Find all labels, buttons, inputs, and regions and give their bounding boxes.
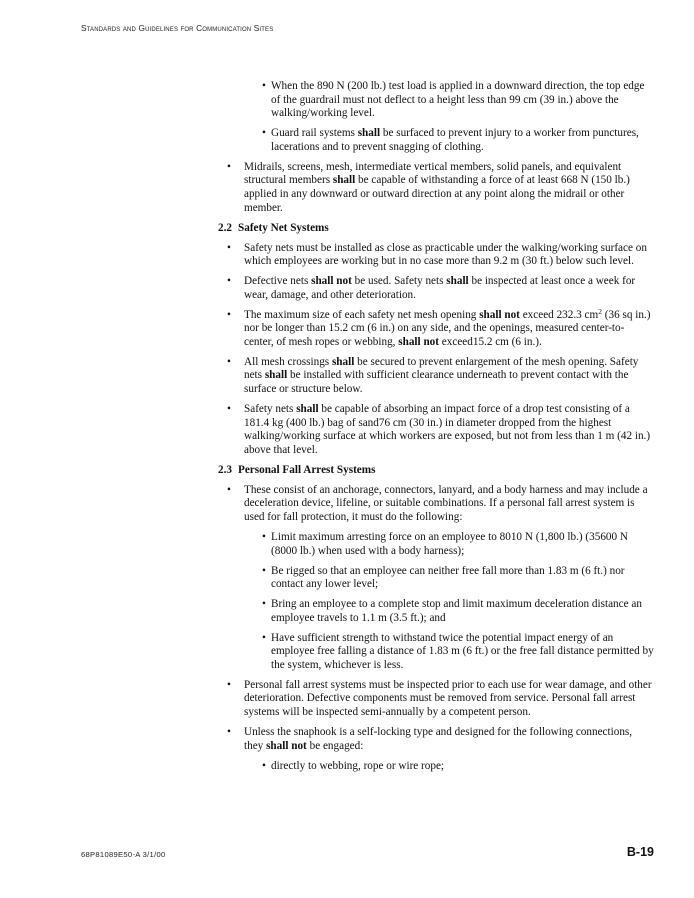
bullet-text: The maximum size of each safety net mesh opening xyxy=(244,308,480,321)
bullet: • The maximum size of each safety net mesh opening shall not exceed 232.3 $cm^2$ (36 sq in.) nor be longer than 15.2 cm (6 in.) on any side, and the openings, measured center-to- center, of mesh ropes or webbing, shall not exceed15.2 cm (6 in.). xyxy=(227,306,651,348)
bullet-text: All mesh crossings xyxy=(244,355,332,368)
sub-bullet: • Be rigged so that an employee can neither free fall more than 1.83 m (6 ft.) nor contact any lower level; xyxy=(262,564,625,591)
sub-bullet: • directly to webbing, rope or wire rope; xyxy=(262,759,445,772)
sub-bullet: • Limit maximum arresting force on an employee to 8010 N (1,800 lb.) (35600 N (8000 lb.) when used with a body harness); xyxy=(262,530,628,557)
keyword-emphasis: shall xyxy=(332,174,356,187)
sub-bullet: • Have sufficient strength to withstand twice the potential impact energy of an employee free falling a distance of 1.83 m (6 ft.) or the free fall distance permitted by the system, whichever is less. xyxy=(262,631,654,671)
header-title: Standards and Guidelines for Communication Sites xyxy=(81,23,274,33)
bullet-text: Defective nets xyxy=(244,275,312,288)
bullet: • Defective nets shall not be used. Safety nets shall be inspected at least once a week for wear, damage, and other deterioration. xyxy=(227,275,636,301)
bullet-text: directly to webbing, rope or wire rope; xyxy=(271,759,445,772)
footer-doc-id: 68P81089E50-A 3/1/00 xyxy=(81,850,166,859)
bullet-text: be engaged: xyxy=(306,739,364,752)
bullet-text: Be rigged so that an employee can neither free fall more than 1.83 m (6 ft.) nor contact any lower level; xyxy=(271,564,625,591)
bullet-text: be used. Safety nets xyxy=(351,275,447,288)
keyword-emphasis: shall xyxy=(331,355,355,368)
sub-bullet: • Guard rail systems shall be surfaced to prevent injury to a worker from punctures, lacerations and to prevent snagging of clothing. xyxy=(262,127,639,153)
bullet-text: Midrails, screens, mesh, intermediate vertical members, solid panels, and equivalent structural members xyxy=(244,160,622,187)
bullet-text: be capable of absorbing an impact force of a drop test consisting of a 181.4 kg (400 lb.) bag of sand76 cm (30 in.) in diameter dropped from the highest walking/working surface at which workers are exposed, but not from less than 1 m (42 in.) above that level. xyxy=(244,403,651,456)
section-heading xyxy=(218,222,654,236)
bullet: • These consist of an anchorage, connectors, lanyard, and a body harness and may include a deceleration device, lifeline, or suitable combinations. If a personal fall arrest system is used for fall protection, it must do the following: xyxy=(227,483,648,523)
bullet: • Unless the snaphook is a self-locking type and designed for the following connections, they shall not be engaged: xyxy=(227,726,633,752)
bullet-text: Limit maximum arresting force on an employee to 8010 N (1,800 lb.) (35600 N (8000 lb.) when used with a body harness); xyxy=(271,530,628,557)
document-body xyxy=(218,80,654,780)
keyword-emphasis: shall xyxy=(264,369,288,382)
superscript: 2 xyxy=(598,306,602,316)
bullet: • Safety nets shall be capable of absorbing an impact force of a drop test consisting of a 181.4 kg (400 lb.) bag of sand76 cm (30 in.) in diameter dropped from the highest walking/working surface at which workers are exposed, but not from less than 1 m (42 in.) above that level. xyxy=(227,403,651,456)
bullet-text: be capable of withstanding a force of at least 668 N (150 lb.) applied in any downward or outward direction at any point along the midrail or other member. xyxy=(244,174,630,214)
sub-bullet: • Bring an employee to a complete stop and limit maximum deceleration distance an employee travels to 1.1 m (3.5 ft.); and xyxy=(262,598,642,624)
bullet-text: be installed with sufficient clearance underneath to prevent contact with the surface or structure below. xyxy=(244,369,629,396)
bullet-text: Safety nets must be installed as close as practicable under the walking/working surface on which employees are working but in no case more than 9.2 m (30 ft.) below such level. xyxy=(244,241,647,268)
bullet-text: When the 890 N (200 lb.) test load is applied in a downward direction, the top edge of the guardrail must not deflect to a height less than 99 cm (39 in.) above the walking/working level. xyxy=(271,80,645,120)
bullet-text: Personal fall arrest systems must be inspected prior to each use for wear damage, and other deterioration. Defective components must be removed from service. Personal fall arrest systems will be inspected semi-annually by a competent person. xyxy=(244,678,652,719)
bullet-text: Have sufficient strength to withstand twice the potential impact energy of an employee free falling a distance of 1.83 m (6 ft.) or the free fall distance permitted by the system, whichever is less. xyxy=(271,631,654,671)
section-number: 2.2 xyxy=(218,221,232,234)
page-number: B-19 xyxy=(626,845,654,859)
keyword-emphasis: shall not xyxy=(398,335,439,348)
bullet-text: Bring an employee to a complete stop and limit maximum deceleration distance an employee travels to 1.1 m (3.5 ft.); and xyxy=(271,598,642,624)
bullet-text: be surfaced to prevent injury to a worker from punctures, lacerations and to prevent snagging of clothing. xyxy=(271,127,639,153)
section-number: 2.3 xyxy=(218,463,232,476)
bullet: • All mesh crossings shall be secured to prevent enlargement of the mesh opening. Safety nets shall be installed with sufficient clearance underneath to prevent contact with the surface or structure below. xyxy=(227,355,639,396)
bullet: • Safety nets must be installed as close as practicable under the walking/working surface on which employees are working but in no case more than 9.2 m (30 ft.) below such level. xyxy=(227,241,647,268)
bullet-text: exceed15.2 cm (6 in.). xyxy=(439,335,542,348)
section-heading xyxy=(218,464,654,478)
bullet: • Personal fall arrest systems must be inspected prior to each use for wear damage, and other deterioration. Defective components must be removed from service. Personal fall arrest systems will be inspected semi-annually by a competent person. xyxy=(227,678,652,719)
bullet-text: Unless the snaphook is a self-locking type and designed for the following connections, they xyxy=(244,726,633,752)
bullet-text: be secured to prevent enlargement of the mesh opening. Safety nets xyxy=(244,355,639,382)
bullet-text: be inspected at least once a week for wear, damage, and other deterioration. xyxy=(244,275,636,301)
sub-bullet: • When the 890 N (200 lb.) test load is applied in a downward direction, the top edge of the guardrail must not deflect to a height less than 99 cm (39 in.) above the walking/working level. xyxy=(262,80,645,120)
keyword-emphasis: shall not xyxy=(266,739,307,752)
keyword-emphasis: shall not xyxy=(311,275,352,288)
keyword-emphasis: shall xyxy=(296,403,319,415)
bullet-text: (36 sq in.) nor be longer than 15.2 cm (6 in.) on any side, and the openings, measured center-to- center, of mesh ropes or webbing, xyxy=(244,308,651,348)
bullet: • Midrails, screens, mesh, intermediate vertical members, solid panels, and equivalent structural members shall be capable of withstanding a force of at least 668 N (150 lb.) applied in any downward or outward direction at any point along the midrail or other member. xyxy=(227,160,630,214)
keyword-emphasis: shall xyxy=(357,127,381,140)
bullet-text: Safety nets xyxy=(244,403,297,415)
bullet-text: Guard rail systems xyxy=(271,127,358,140)
keyword-emphasis: shall xyxy=(446,275,469,288)
bullet-text: exceed 232.3 cm xyxy=(519,308,599,321)
keyword-emphasis: shall not xyxy=(479,308,520,321)
running-header xyxy=(81,23,273,33)
section-title: Safety Net Systems xyxy=(238,221,329,234)
bullet-text: These consist of an anchorage, connectors, lanyard, and a body harness and may include a deceleration device, lifeline, or suitable combinations. If a personal fall arrest system is used for fall protection, it must do the following: xyxy=(244,483,648,523)
section-title: Personal Fall Arrest Systems xyxy=(238,463,376,476)
